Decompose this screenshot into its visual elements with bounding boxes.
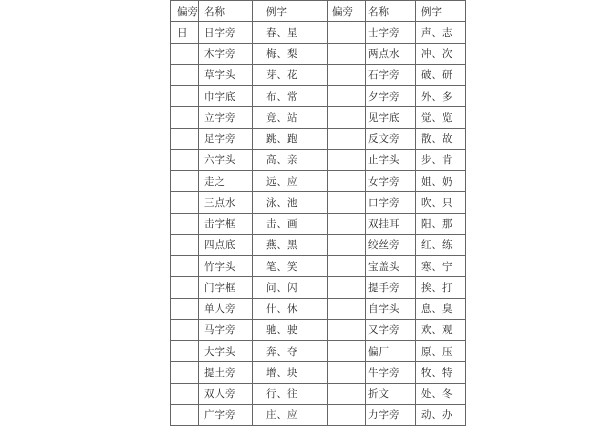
- header-example-1: 例字: [253, 1, 328, 22]
- name-cell: 自字头: [366, 298, 416, 319]
- example-cell: 息、臭: [416, 298, 466, 319]
- radical-cell: [171, 362, 199, 383]
- table-row: [171, 319, 466, 340]
- example-cell: 欢、观: [416, 319, 466, 340]
- radical-cell: [171, 43, 199, 64]
- table-row: [171, 64, 466, 85]
- table-row: [171, 404, 466, 425]
- name-cell: 提手旁: [366, 277, 416, 298]
- example-cell: 跳、跑: [253, 128, 328, 149]
- radical-cell: [328, 192, 366, 213]
- table-row: [171, 277, 466, 298]
- table-row: [171, 383, 466, 404]
- radical-cell: [171, 234, 199, 255]
- name-cell: 折文: [366, 383, 416, 404]
- name-cell: 牛字旁: [366, 362, 416, 383]
- radical-cell: [328, 277, 366, 298]
- example-cell: 高、亲: [253, 149, 328, 170]
- name-cell: 两点水: [366, 43, 416, 64]
- name-cell: 门字框: [199, 277, 253, 298]
- name-cell: 足字旁: [199, 128, 253, 149]
- name-cell: 三点水: [199, 192, 253, 213]
- radical-cell: [171, 213, 199, 234]
- example-cell: 增、块: [253, 362, 328, 383]
- example-cell: 牧、特: [416, 362, 466, 383]
- example-cell: 冲、次: [416, 43, 466, 64]
- table-row: [171, 341, 466, 362]
- table-row: [171, 149, 466, 170]
- example-cell: 布、常: [253, 86, 328, 107]
- radical-cell: [328, 362, 366, 383]
- name-cell: 巾字底: [199, 86, 253, 107]
- example-cell: 梅、梨: [253, 43, 328, 64]
- radical-cell: [328, 128, 366, 149]
- radicals-table-body: [171, 1, 466, 426]
- name-cell: 广字旁: [199, 404, 253, 425]
- example-cell: 步、肯: [416, 149, 466, 170]
- radical-cell: [328, 149, 366, 170]
- radical-cell: [328, 234, 366, 255]
- radical-cell: [328, 22, 366, 43]
- header-row: [171, 1, 466, 22]
- name-cell: 士字旁: [366, 22, 416, 43]
- radical-cell: [171, 256, 199, 277]
- example-cell: 春、星: [253, 22, 328, 43]
- radical-cell: [171, 171, 199, 192]
- radical-cell: [328, 43, 366, 64]
- example-cell: 什、休: [253, 298, 328, 319]
- radical-cell: [328, 404, 366, 425]
- radical-cell: [328, 319, 366, 340]
- name-cell: 草字头: [199, 64, 253, 85]
- table-row: [171, 86, 466, 107]
- name-cell: 口字旁: [366, 192, 416, 213]
- table-row: [171, 22, 466, 43]
- name-cell: 石字旁: [366, 64, 416, 85]
- example-cell: 击、画: [253, 213, 328, 234]
- name-cell: 双人旁: [199, 383, 253, 404]
- table-row: [171, 128, 466, 149]
- radical-cell: [171, 149, 199, 170]
- name-cell: 又字旁: [366, 319, 416, 340]
- table-row: [171, 298, 466, 319]
- name-cell: 击字框: [199, 213, 253, 234]
- radical-cell: [171, 192, 199, 213]
- name-cell: 偏厂: [366, 341, 416, 362]
- radical-cell: [171, 86, 199, 107]
- radical-cell: [171, 298, 199, 319]
- header-example-2: 例字: [416, 1, 466, 22]
- radical-cell: [328, 341, 366, 362]
- example-cell: 庄、应: [253, 404, 328, 425]
- header-name-2: 名称: [366, 1, 416, 22]
- example-cell: 红、练: [416, 234, 466, 255]
- example-cell: 行、往: [253, 383, 328, 404]
- table-row: [171, 234, 466, 255]
- header-radical-1: 偏旁: [171, 1, 199, 22]
- example-cell: 挨、打: [416, 277, 466, 298]
- name-cell: 绞丝旁: [366, 234, 416, 255]
- example-cell: 原、压: [416, 341, 466, 362]
- example-cell: 吹、只: [416, 192, 466, 213]
- radical-cell: [171, 404, 199, 425]
- example-cell: 觉、览: [416, 107, 466, 128]
- table-row: [171, 107, 466, 128]
- radical-cell: [171, 64, 199, 85]
- radical-cell: [171, 128, 199, 149]
- example-cell: 芽、花: [253, 64, 328, 85]
- radical-cell: [171, 341, 199, 362]
- example-cell: 散、故: [416, 128, 466, 149]
- radical-cell: [328, 86, 366, 107]
- example-cell: 姐、奶: [416, 171, 466, 192]
- example-cell: 外、多: [416, 86, 466, 107]
- radical-cell: [171, 277, 199, 298]
- radical-cell: [328, 298, 366, 319]
- name-cell: 四点底: [199, 234, 253, 255]
- example-cell: 笔、笑: [253, 256, 328, 277]
- radical-cell: 日: [171, 22, 199, 43]
- name-cell: 止字头: [366, 149, 416, 170]
- table-row: [171, 362, 466, 383]
- example-cell: 寒、宁: [416, 256, 466, 277]
- name-cell: 走之: [199, 171, 253, 192]
- name-cell: 日字旁: [199, 22, 253, 43]
- name-cell: 双挂耳: [366, 213, 416, 234]
- header-radical-2: 偏旁: [328, 1, 366, 22]
- name-cell: 宝盖头: [366, 256, 416, 277]
- radical-cell: [328, 171, 366, 192]
- example-cell: 燕、黑: [253, 234, 328, 255]
- name-cell: 六字头: [199, 149, 253, 170]
- header-name-1: 名称: [199, 1, 253, 22]
- name-cell: 反文旁: [366, 128, 416, 149]
- example-cell: 问、闪: [253, 277, 328, 298]
- radical-cell: [171, 107, 199, 128]
- name-cell: 提土旁: [199, 362, 253, 383]
- name-cell: 立字旁: [199, 107, 253, 128]
- radical-cell: [328, 383, 366, 404]
- table-row: [171, 43, 466, 64]
- example-cell: 奔、夺: [253, 341, 328, 362]
- radical-cell: [171, 319, 199, 340]
- example-cell: 处、冬: [416, 383, 466, 404]
- table-row: [171, 256, 466, 277]
- radicals-table: [170, 0, 466, 426]
- example-cell: 驰、驶: [253, 319, 328, 340]
- name-cell: 见字底: [366, 107, 416, 128]
- name-cell: 木字旁: [199, 43, 253, 64]
- name-cell: 竹字头: [199, 256, 253, 277]
- name-cell: 女字旁: [366, 171, 416, 192]
- radical-cell: [328, 64, 366, 85]
- table-row: [171, 192, 466, 213]
- example-cell: 泳、池: [253, 192, 328, 213]
- name-cell: 夕字旁: [366, 86, 416, 107]
- radical-cell: [171, 383, 199, 404]
- example-cell: 远、应: [253, 171, 328, 192]
- name-cell: 单人旁: [199, 298, 253, 319]
- name-cell: 力字旁: [366, 404, 416, 425]
- example-cell: 动、办: [416, 404, 466, 425]
- name-cell: 马字旁: [199, 319, 253, 340]
- example-cell: 阳、那: [416, 213, 466, 234]
- name-cell: 大字头: [199, 341, 253, 362]
- table-row: [171, 213, 466, 234]
- example-cell: 破、研: [416, 64, 466, 85]
- table-row: [171, 171, 466, 192]
- radical-cell: [328, 213, 366, 234]
- radical-cell: [328, 256, 366, 277]
- example-cell: 竟、站: [253, 107, 328, 128]
- radical-cell: [328, 107, 366, 128]
- example-cell: 声、志: [416, 22, 466, 43]
